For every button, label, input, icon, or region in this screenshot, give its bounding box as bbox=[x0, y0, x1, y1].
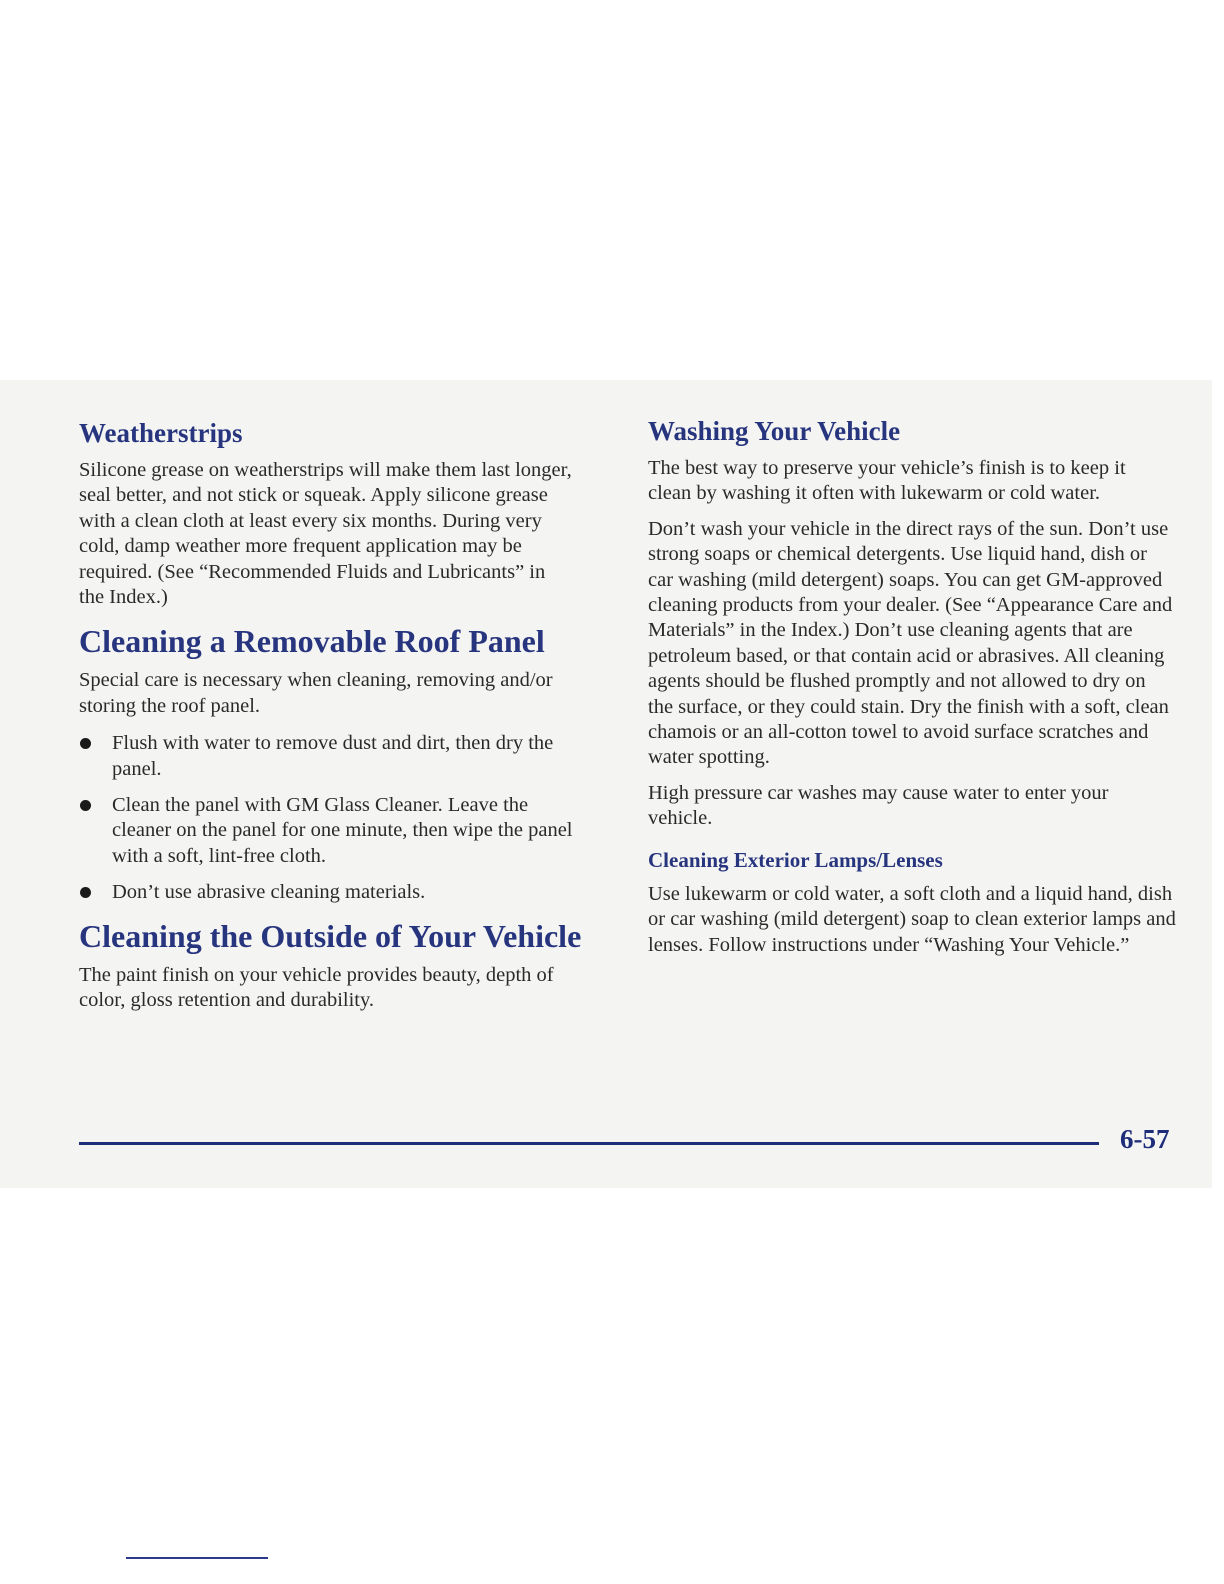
outside-body: The paint finish on your vehicle provides beauty, depth of color, gloss retention and durability. bbox=[79, 963, 554, 1012]
bullet-icon bbox=[80, 887, 91, 898]
lamps-heading: Cleaning Exterior Lamps/Lenses bbox=[648, 847, 943, 872]
bullet-text: Clean the panel with GM Glass Cleaner. Leave the cleaner on the panel for one minute, then wipe the panel with a soft, lint-free cloth. bbox=[112, 794, 573, 867]
manual-page bbox=[0, 380, 1212, 1188]
washing-paragraph-1: The best way to preserve your vehicle’s finish is to keep it clean by washing it often with lukewarm or cold water. bbox=[648, 457, 1126, 505]
weatherstrips-body: Silicone grease on weatherstrips will make them last longer, seal better, and not stick or squeak. Apply silicone grease with a clean cloth at least every six months. During very cold, damp weather more frequent application may be required. (See “Recommended Fluids and Lubricants” in the Index.) bbox=[79, 459, 572, 609]
washing-paragraph-2: Don’t wash your vehicle in the direct rays of the sun. Don’t use strong soaps or chemical detergents. Use liquid hand, dish or car washing (mild detergent) soaps. You can get GM-approved cleaning products from your dealer. (See “Appearance Care and Materials” in the Index.) Don’t use cleaning agents that are petroleum based, or that contain acid or abrasives. All cleaning agents should be flushed promptly and not allowed to dry on the surface, or they could stain. Dry the finish with a soft, clean chamois or an all-cotton towel to avoid surface scratches and water spotting. bbox=[648, 517, 1173, 769]
list-item bbox=[79, 793, 589, 869]
washing-heading: Washing Your Vehicle bbox=[648, 416, 901, 446]
left-column bbox=[79, 380, 599, 1014]
bullet-text: Flush with water to remove dust and dirt, then dry the panel. bbox=[112, 732, 554, 780]
footer-divider bbox=[79, 1142, 1099, 1145]
roof-panel-intro: Special care is necessary when cleaning, removing and/or storing the roof panel. bbox=[79, 669, 553, 717]
roof-panel-bullet-list bbox=[79, 731, 589, 905]
bullet-icon bbox=[80, 800, 91, 811]
right-column bbox=[648, 380, 1178, 958]
page-number: 6-57 bbox=[1120, 1124, 1170, 1154]
list-item bbox=[79, 731, 589, 782]
outside-heading: Cleaning the Outside of Your Vehicle bbox=[79, 917, 582, 954]
bottom-rule bbox=[126, 1557, 268, 1559]
bullet-icon bbox=[80, 738, 91, 749]
lamps-body: Use lukewarm or cold water, a soft cloth and a liquid hand, dish or car washing (mild detergent) soap to clean exterior lamps and lenses. Follow instructions under “Washing Your Vehicle.” bbox=[648, 882, 1176, 956]
roof-panel-heading: Cleaning a Removable Roof Panel bbox=[79, 623, 545, 660]
bullet-text: Don’t use abrasive cleaning materials. bbox=[112, 881, 426, 904]
list-item bbox=[79, 880, 589, 905]
weatherstrips-heading: Weatherstrips bbox=[79, 418, 243, 448]
washing-paragraph-3: High pressure car washes may cause water to enter your vehicle. bbox=[648, 781, 1109, 830]
